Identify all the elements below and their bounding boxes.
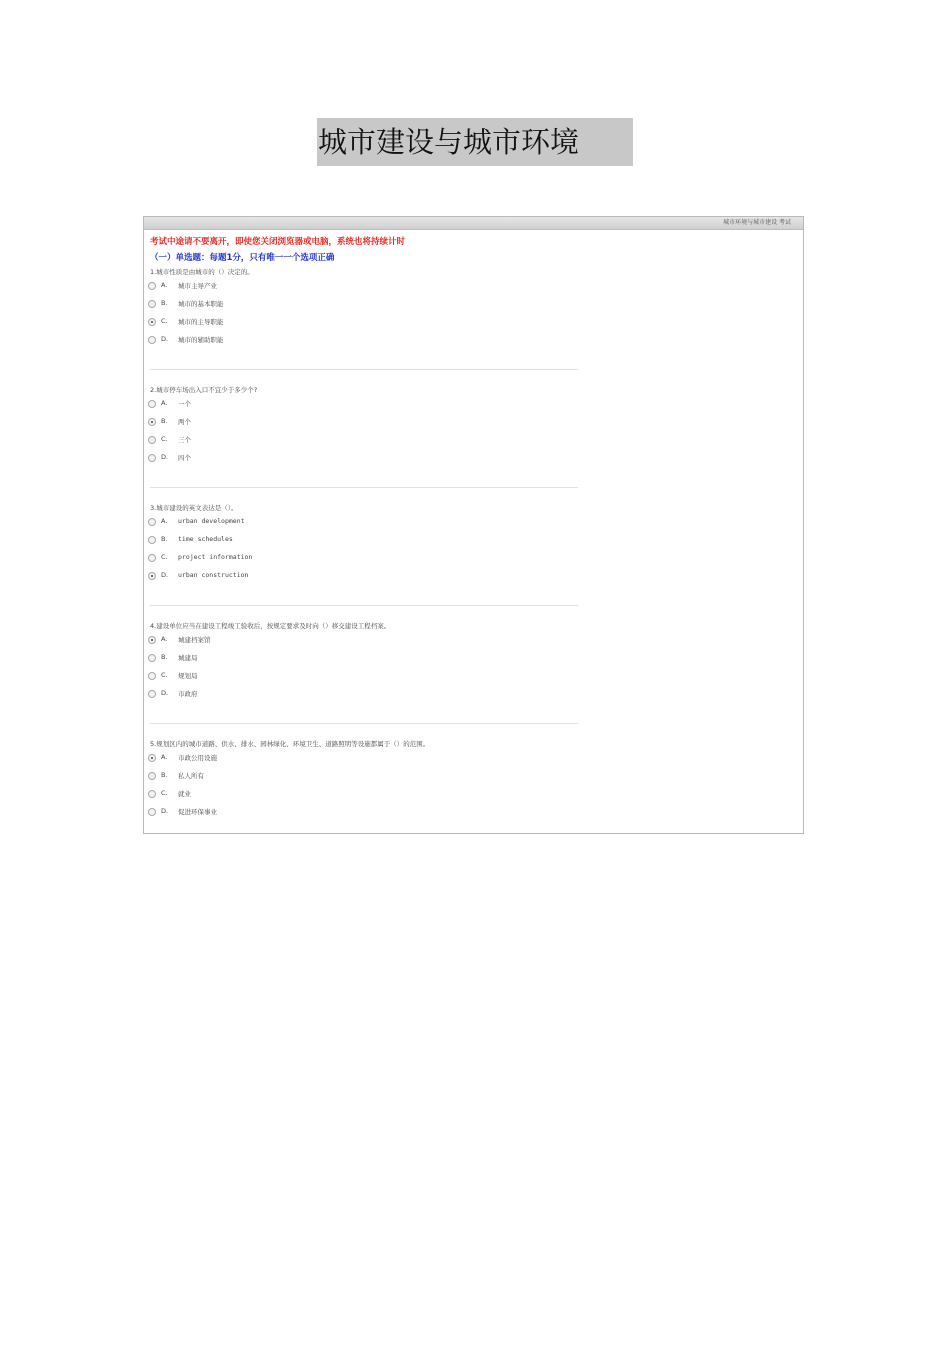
question-divider — [150, 723, 578, 724]
option-a[interactable] — [150, 277, 578, 295]
option-letter: D. — [161, 807, 169, 815]
option-text: urban construction — [178, 571, 249, 579]
option-c[interactable] — [150, 667, 578, 685]
exam-screenshot — [143, 216, 804, 834]
option-letter: B. — [161, 535, 168, 543]
question-2 — [150, 385, 578, 467]
option-text: 城市的主导职能 — [178, 318, 224, 326]
option-letter: C. — [161, 789, 168, 797]
radio-checked-icon[interactable] — [148, 754, 156, 762]
radio-unchecked-icon[interactable] — [148, 654, 156, 662]
radio-unchecked-icon[interactable] — [148, 808, 156, 816]
option-letter: D. — [161, 453, 169, 461]
option-letter: B. — [161, 417, 168, 425]
radio-unchecked-icon[interactable] — [148, 400, 156, 408]
option-text: 促进环保事业 — [178, 808, 217, 816]
option-text: 就业 — [178, 790, 191, 798]
option-text: urban development — [178, 517, 245, 525]
question-1 — [150, 267, 578, 349]
document-title: 城市建设与城市环境 — [317, 118, 633, 166]
option-letter: A. — [161, 399, 168, 407]
radio-unchecked-icon[interactable] — [148, 518, 156, 526]
option-letter: B. — [161, 299, 168, 307]
option-text: 城市的基本职能 — [178, 300, 224, 308]
option-text: 城建档案馆 — [178, 636, 211, 644]
radio-checked-icon[interactable] — [148, 572, 156, 580]
option-letter: C. — [161, 671, 168, 679]
option-text: 城市的辅助职能 — [178, 336, 224, 344]
radio-unchecked-icon[interactable] — [148, 672, 156, 680]
option-text: project information — [178, 553, 253, 561]
option-b[interactable] — [150, 649, 578, 667]
option-letter: D. — [161, 335, 169, 343]
radio-unchecked-icon[interactable] — [148, 772, 156, 780]
option-letter: C. — [161, 435, 168, 443]
option-d[interactable] — [150, 331, 578, 349]
option-text: 城市主导产业 — [178, 282, 217, 290]
question-text: 5.规划区内的城市道路、供水、排水、园林绿化、环境卫生、道路照明等设施都属于（）的范围。 — [150, 740, 430, 748]
radio-unchecked-icon[interactable] — [148, 282, 156, 290]
option-d[interactable] — [150, 567, 578, 585]
option-letter: C. — [161, 553, 168, 561]
option-letter: A. — [161, 517, 168, 525]
option-a[interactable] — [150, 395, 578, 413]
radio-checked-icon[interactable] — [148, 418, 156, 426]
option-b[interactable] — [150, 413, 578, 431]
section-title: （一）单选题：每题1分，只有唯一一个选项正确 — [150, 253, 335, 263]
option-text: 一个 — [178, 400, 191, 408]
question-divider — [150, 369, 578, 370]
radio-unchecked-icon[interactable] — [148, 690, 156, 698]
option-b[interactable] — [150, 767, 578, 785]
radio-unchecked-icon[interactable] — [148, 790, 156, 798]
option-text: 城建局 — [178, 654, 198, 662]
option-letter: A. — [161, 753, 168, 761]
option-d[interactable] — [150, 803, 578, 821]
option-letter: B. — [161, 653, 168, 661]
radio-unchecked-icon[interactable] — [148, 336, 156, 344]
option-b[interactable] — [150, 295, 578, 313]
option-text: 规划局 — [178, 672, 198, 680]
question-4 — [150, 621, 578, 703]
option-a[interactable] — [150, 749, 578, 767]
question-divider — [150, 605, 578, 606]
option-d[interactable] — [150, 685, 578, 703]
option-text: 四个 — [178, 454, 191, 462]
question-text: 4.建设单位应当在建设工程竣工验收后，按规定要求及时向（）移交建设工程档案。 — [150, 622, 391, 630]
radio-unchecked-icon[interactable] — [148, 536, 156, 544]
option-b[interactable] — [150, 531, 578, 549]
option-letter: D. — [161, 689, 169, 697]
question-3 — [150, 503, 578, 585]
option-c[interactable] — [150, 785, 578, 803]
option-a[interactable] — [150, 513, 578, 531]
question-text: 2.城市停车场出入口不宜少于多少个? — [150, 386, 258, 394]
option-text: time schedules — [178, 535, 233, 543]
question-text: 1.城市性质是由城市的（）决定的。 — [150, 268, 254, 276]
option-letter: B. — [161, 771, 168, 779]
option-text: 市政府 — [178, 690, 198, 698]
option-a[interactable] — [150, 631, 578, 649]
radio-unchecked-icon[interactable] — [148, 436, 156, 444]
option-letter: C. — [161, 317, 168, 325]
option-c[interactable] — [150, 313, 578, 331]
option-letter: D. — [161, 571, 169, 579]
question-divider — [150, 487, 578, 488]
radio-checked-icon[interactable] — [148, 636, 156, 644]
radio-unchecked-icon[interactable] — [148, 454, 156, 462]
option-d[interactable] — [150, 449, 578, 467]
option-c[interactable] — [150, 431, 578, 449]
option-text: 三个 — [178, 436, 191, 444]
option-c[interactable] — [150, 549, 578, 567]
option-letter: A. — [161, 281, 168, 289]
radio-checked-icon[interactable] — [148, 318, 156, 326]
radio-unchecked-icon[interactable] — [148, 300, 156, 308]
exam-topbar: 城市环境与城市建设 考试 — [144, 217, 803, 230]
radio-unchecked-icon[interactable] — [148, 554, 156, 562]
option-letter: A. — [161, 635, 168, 643]
option-text: 市政公用设施 — [178, 754, 217, 762]
option-text: 两个 — [178, 418, 191, 426]
exam-warning: 考试中途请不要离开，即使您关闭浏览器或电脑，系统也将持续计时 — [150, 237, 406, 247]
question-text: 3.城市建设的英文表达是（）。 — [150, 504, 238, 512]
option-text: 私人所有 — [178, 772, 204, 780]
question-5 — [150, 739, 578, 821]
